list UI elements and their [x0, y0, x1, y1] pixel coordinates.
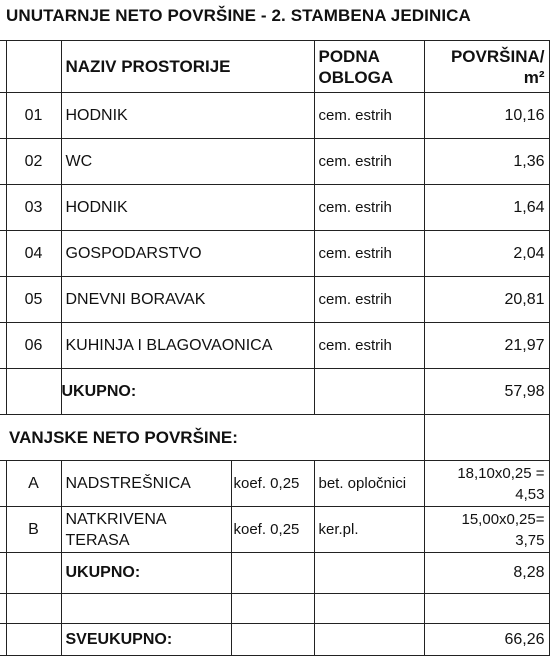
grand-total-value: 66,26: [424, 624, 549, 656]
outer-floor: bet. opločnici: [314, 461, 424, 507]
outer-area: 15,00x0,25= 3,75: [424, 507, 549, 553]
section-title-row: [0, 415, 549, 461]
room-floor: cem. estrih: [314, 185, 424, 231]
total-label: UKUPNO:: [61, 369, 314, 415]
outer-letter: A: [6, 461, 61, 507]
outer-area: 18,10x0,25 = 4,53: [424, 461, 549, 507]
outer-floor: ker.pl.: [314, 507, 424, 553]
table-row-grand-total: [0, 624, 549, 656]
room-number: 06: [6, 323, 61, 369]
room-area: 20,81: [424, 277, 549, 323]
table-row: [0, 93, 549, 139]
total-label: UKUPNO:: [61, 553, 231, 594]
outer-koef: koef. 0,25: [231, 507, 314, 553]
outer-koef: koef. 0,25: [231, 461, 314, 507]
table-row-total: [0, 553, 549, 594]
table-header-row: [0, 41, 549, 93]
room-area: 10,16: [424, 93, 549, 139]
header-povrsina: POVRŠINA/ m²: [424, 41, 549, 93]
header-naziv: NAZIV PROSTORIJE: [61, 41, 314, 93]
table-row: [0, 507, 549, 553]
room-name: WC: [61, 139, 314, 185]
room-area: 1,36: [424, 139, 549, 185]
room-name: GOSPODARSTVO: [61, 231, 314, 277]
room-number: 02: [6, 139, 61, 185]
table-row: [0, 231, 549, 277]
room-number: 03: [6, 185, 61, 231]
room-area: 2,04: [424, 231, 549, 277]
table-row: [0, 461, 549, 507]
page-title: UNUTARNJE NETO POVRŠINE - 2. STAMBENA JEDINICA: [6, 6, 471, 25]
header-podna-obloga: PODNA OBLOGA: [314, 41, 424, 93]
table-row: [0, 139, 549, 185]
grand-total-label: SVEUKUPNO:: [61, 624, 231, 656]
room-floor: cem. estrih: [314, 231, 424, 277]
room-number: 01: [6, 93, 61, 139]
section-title: VANJSKE NETO POVRŠINE:: [0, 415, 424, 461]
area-table: [0, 40, 550, 656]
room-floor: cem. estrih: [314, 277, 424, 323]
outer-name: NATKRIVENA TERASA: [61, 507, 231, 553]
room-name: HODNIK: [61, 93, 314, 139]
room-number: 05: [6, 277, 61, 323]
table-row: [0, 323, 549, 369]
total-value: 57,98: [424, 369, 549, 415]
room-area: 1,64: [424, 185, 549, 231]
table-row: [0, 185, 549, 231]
room-number: 04: [6, 231, 61, 277]
outer-name: NADSTREŠNICA: [61, 461, 231, 507]
outer-letter: B: [6, 507, 61, 553]
table-row-total: [0, 369, 549, 415]
room-area: 21,97: [424, 323, 549, 369]
room-floor: cem. estrih: [314, 93, 424, 139]
room-name: KUHINJA I BLAGOVAONICA: [61, 323, 314, 369]
room-floor: cem. estrih: [314, 139, 424, 185]
room-name: HODNIK: [61, 185, 314, 231]
total-value: 8,28: [424, 553, 549, 594]
room-name: DNEVNI BORAVAK: [61, 277, 314, 323]
room-floor: cem. estrih: [314, 323, 424, 369]
table-row-empty: [0, 594, 549, 624]
table-row: [0, 277, 549, 323]
